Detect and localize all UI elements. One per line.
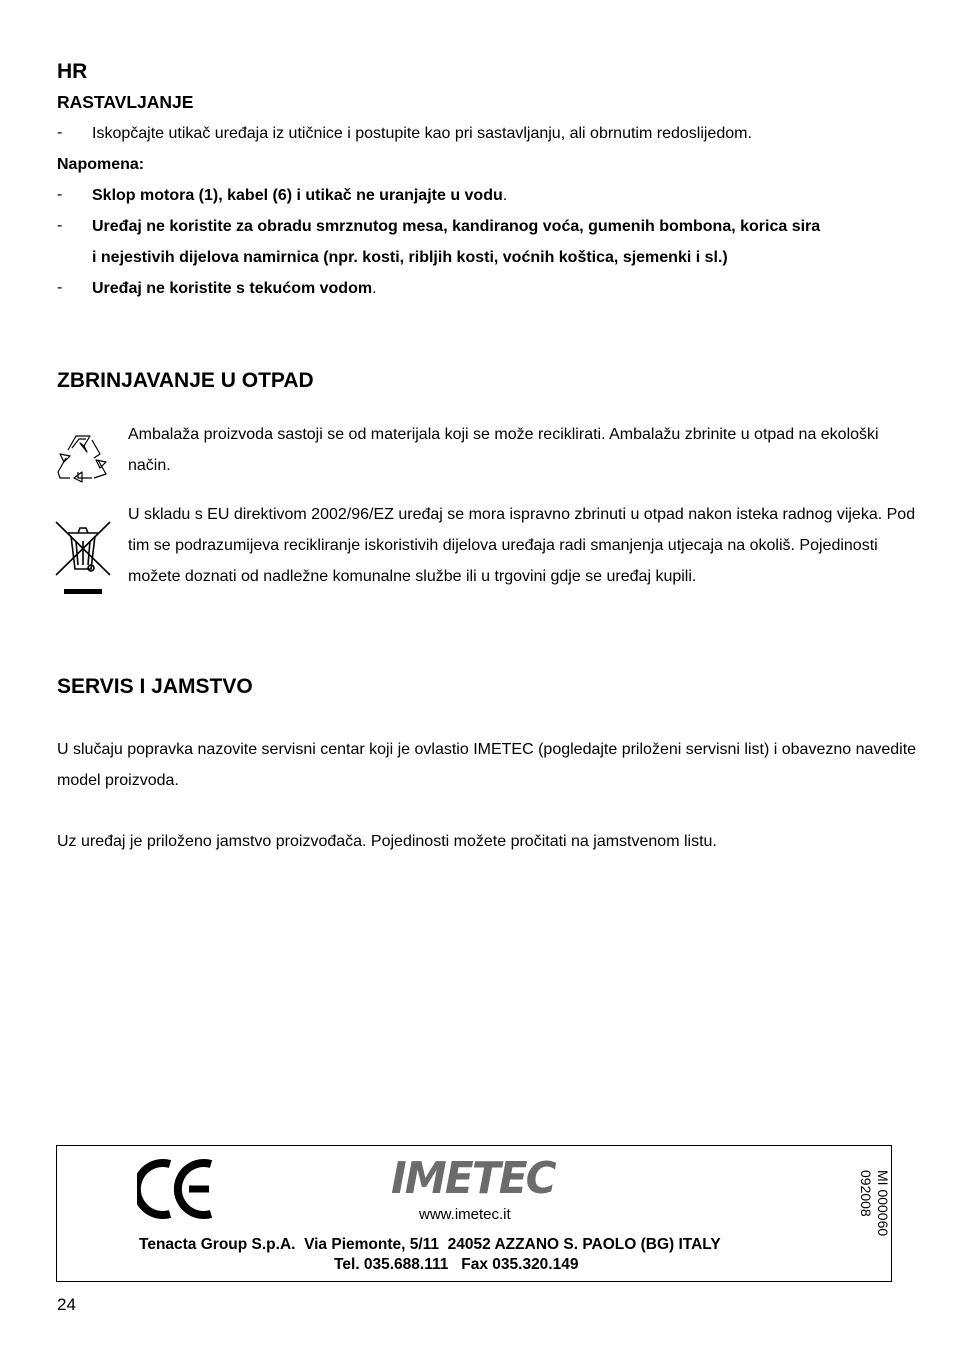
note-heading: Napomena:: [57, 156, 145, 173]
service-repair-text: U slučaju popravka nazovite servisni centar koji je ovlastio IMETEC (pogledajte priloženi servisni list) i obavezno navedite model proizvoda.: [57, 741, 917, 789]
document-code-line-1: MI 000060: [875, 1170, 891, 1237]
note-item-3: [92, 279, 377, 299]
crossed-bin-icon: [54, 519, 112, 597]
company-contact: Tel. 035.688.111 Fax 035.320.149: [334, 1256, 579, 1273]
note-item-3-tail: .: [372, 280, 377, 297]
note-item-1: [92, 186, 507, 206]
imetec-logo: IMETEC: [391, 1153, 555, 1204]
note-item-2-line-1: Uređaj ne koristite za obradu smrznutog mesa, kandiranog voća, gumenih bombona, korica sira: [92, 218, 821, 235]
warranty-text: Uz uređaj je priloženo jamstvo proizvođača. Pojedinosti možete pročitati na jamstvenom listu.: [57, 833, 717, 850]
weee-disposal-text: U skladu s EU direktivom 2002/96/EZ uređaj se mora ispravno zbrinuti u otpad nakon isteka radnog vijeka. Pod tim se podrazumijeva recikliranje iskoristivih dijelova uređaja radi smanjenja utjecaja na okoliš. Pojedinosti možete doznati od nadležne komunalne službe ili u trgovini gdje se uređaj kupili.: [128, 506, 916, 585]
note-item-3-bold: Uređaj ne koristite s tekućom vodom: [92, 280, 373, 297]
company-address: Tenacta Group S.p.A. Via Piemonte, 5/11 24052 AZZANO S. PAOLO (BG) ITALY: [139, 1236, 721, 1253]
manufacturer-footer: [56, 1145, 892, 1282]
service-heading: SERVIS I JAMSTVO: [57, 675, 253, 698]
packaging-disposal-text: Ambalaža proizvoda sastoji se od materijala koji se može reciklirati. Ambalažu zbrinite u otpad na ekološki način.: [128, 426, 879, 474]
section-language-code: HR: [57, 60, 88, 83]
ce-mark-icon: [137, 1156, 217, 1222]
document-code-line-2: 092008: [858, 1170, 874, 1217]
website-link[interactable]: www.imetec.it: [419, 1206, 511, 1223]
disassembly-heading: RASTAVLJANJE: [57, 92, 194, 112]
bullet-marker: -: [57, 186, 63, 203]
note-item-1-bold: Sklop motora (1), kabel (6) i utikač ne uranjajte u vodu: [92, 187, 503, 204]
document-code: [851, 1170, 891, 1260]
disassembly-instruction: Iskopčajte utikač uređaja iz utičnice i postupite kao pri sastavljanju, ali obrnutim redoslijedom.: [92, 125, 752, 142]
recycle-icon: [54, 428, 112, 484]
bullet-marker: -: [57, 279, 63, 296]
disposal-heading: ZBRINJAVANJE U OTPAD: [57, 369, 314, 392]
bullet-marker: -: [57, 217, 63, 234]
note-item-2-line-2: i nejestivih dijelova namirnica (npr. kosti, ribljih kosti, voćnih koštica, sjemenki i sl.): [92, 249, 728, 266]
page-number: 24: [57, 1295, 76, 1314]
bullet-marker: -: [57, 124, 63, 141]
note-item-1-tail: .: [502, 187, 508, 204]
